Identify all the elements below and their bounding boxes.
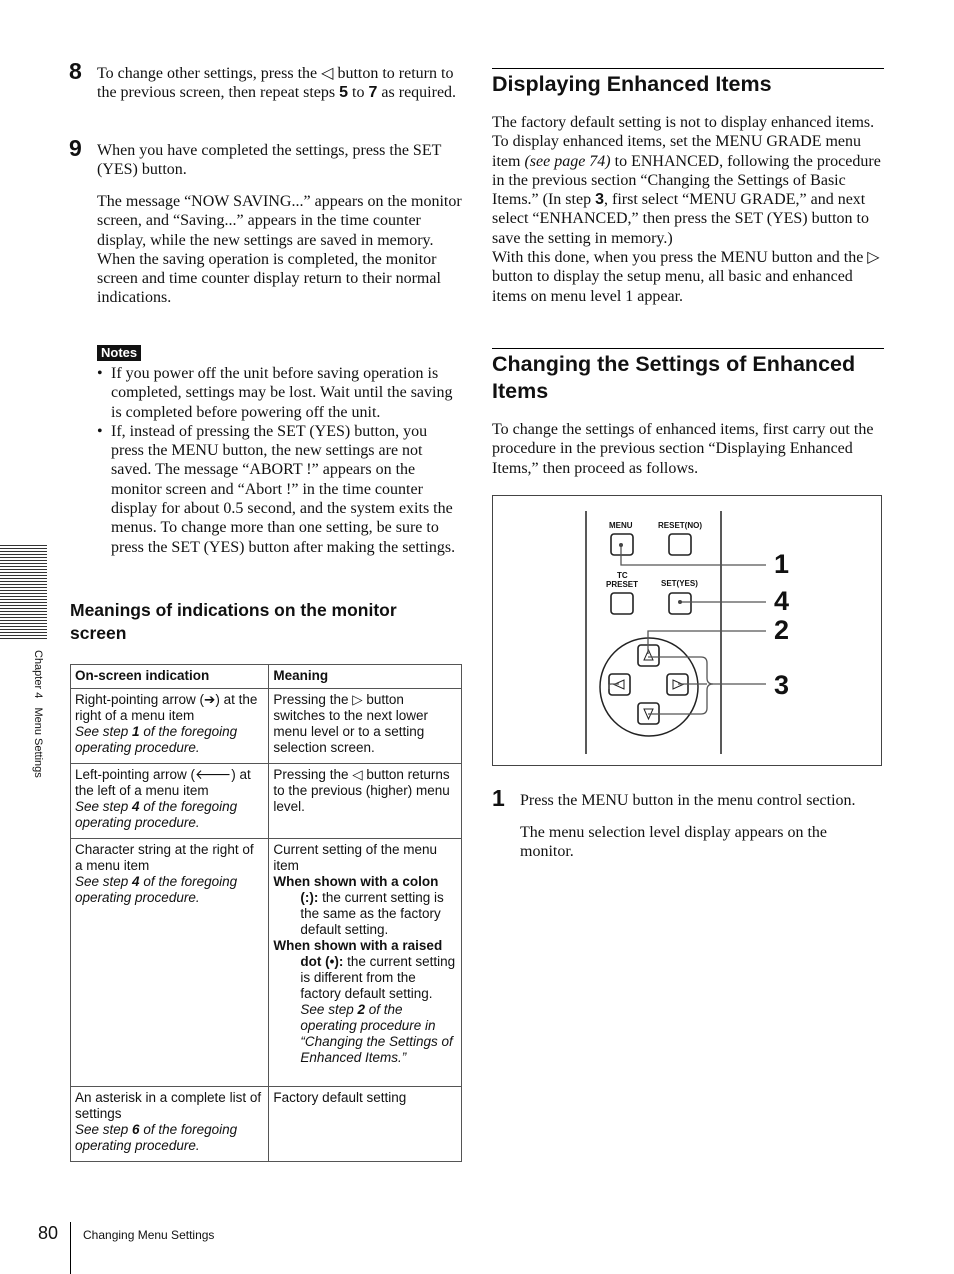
section-heading-changing: Changing the Settings of Enhanced Items xyxy=(492,352,856,403)
table-row xyxy=(71,839,462,1087)
para: To display enhanced items, set the MENU GRADE menu item (see page 74) to ENHANCED, following the procedure in the previous section “Changing the Settings of Basic Items.” (In step 3, first select “MENU GRADE,” and next select “ENHANCED,” then press the SET (YES) button to save the setting in memory.) xyxy=(492,133,881,247)
step-9-para-2: When the saving operation is completed, the monitor screen and time counter display return to their normal indications. xyxy=(97,250,441,307)
tc-preset-button xyxy=(611,593,633,614)
para: The factory default setting is not to display enhanced items. xyxy=(492,114,875,131)
step-1-text: Press the MENU button in the menu control section. xyxy=(520,792,856,809)
step-1-number: 1 xyxy=(492,785,505,811)
changing-intro: To change the settings of enhanced items, first carry out the procedure in the previous section “Displaying Enhanced Items,” then proceed as follows. xyxy=(492,421,874,477)
table-cell: Pressing the ▷ button switches to the next lower menu level or to a setting selection screen. xyxy=(269,689,462,764)
step-9-number: 9 xyxy=(69,135,82,161)
cell-ref: See step 6 of the foregoing operating procedure. xyxy=(75,1122,238,1153)
para: With this done, when you press the MENU button and the ▷ button to display the setup menu, all basic and enhanced items on menu level 1 appear. xyxy=(492,249,880,305)
menu-button-label: MENU xyxy=(609,521,633,530)
table-cell xyxy=(269,839,462,1087)
indications-table xyxy=(70,664,462,1162)
table-cell xyxy=(71,689,269,764)
table-header-row xyxy=(71,665,462,689)
notes-label: Notes xyxy=(97,345,141,361)
cell-text: Right-pointing arrow (➔) at the right of a menu item xyxy=(75,692,258,723)
dot-note: When shown with a raised dot (•): the current setting is different from the factory default setting. xyxy=(273,938,456,1001)
step-ref: 7 xyxy=(368,84,378,102)
footer-title: Changing Menu Settings xyxy=(83,1228,215,1242)
table-header: On-screen indication xyxy=(71,665,269,689)
step-9-text: When you have completed the settings, press the SET (YES) button. xyxy=(97,142,442,179)
step-8-post: as required. xyxy=(377,84,457,102)
table-row xyxy=(71,764,462,839)
preset-label: PRESET xyxy=(606,580,639,589)
cell-text: Current setting of the menu item xyxy=(273,842,438,873)
table-cell xyxy=(71,764,269,839)
callout-2: 2 xyxy=(774,615,790,645)
reset-button-label: RESET(NO) xyxy=(658,521,702,530)
table-cell xyxy=(71,1087,269,1162)
step-8-mid: to xyxy=(348,84,369,102)
tc-label: TC xyxy=(617,571,628,580)
table-row xyxy=(71,1087,462,1162)
table-cell xyxy=(71,839,269,1087)
section-heading-displaying: Displaying Enhanced Items xyxy=(492,72,772,96)
cell-text: Character string at the right of a menu item xyxy=(75,842,254,873)
step-ref: 5 xyxy=(339,84,349,102)
cell-ref: See step 4 of the foregoing operating procedure. xyxy=(75,799,238,830)
footer-rule xyxy=(70,1222,71,1274)
cell-text: Left-pointing arrow (🡐) at the left of a menu item xyxy=(75,767,251,798)
callout-1: 1 xyxy=(774,549,790,579)
page-number: 80 xyxy=(38,1223,59,1243)
displaying-body xyxy=(492,113,884,306)
chapter-thumb-tab xyxy=(0,545,47,640)
table-cell: Pressing the ◁ button returns to the previous (higher) menu level. xyxy=(269,764,462,839)
notes-list xyxy=(97,364,462,557)
note-item: • If, instead of pressing the SET (YES) button, you press the MENU button, the new settings are not saved. The message “ABORT !” appears on the monitor screen and “Abort !” in the time counter display for about 0.5 second, and the system exits the menus. To change more than one setting, be sure to press the SET (YES) button after making the settings. xyxy=(97,422,462,557)
cell-ref: See step 2 of the operating procedure in “Changing the Settings of Enhanced Items.” xyxy=(300,1002,453,1065)
callout-3: 3 xyxy=(774,670,790,700)
menu-control-figure xyxy=(492,495,882,766)
chapter-side-label: Chapter 4 Menu Settings xyxy=(32,650,44,778)
cell-ref: See step 1 of the foregoing operating procedure. xyxy=(75,724,238,755)
step-1-sub: The menu selection level display appears on the monitor. xyxy=(520,824,828,861)
cell-text: An asterisk in a complete list of settings xyxy=(75,1090,262,1121)
control-panel-diagram xyxy=(493,496,883,767)
reset-button xyxy=(669,534,691,555)
step-8-number: 8 xyxy=(69,58,82,84)
colon-note: When shown with a colon (:): the current setting is the same as the factory default setting. xyxy=(273,874,444,937)
step-8-pre: To change other settings, press the ◁ button to return to the previous screen, then repeat steps xyxy=(97,65,454,102)
callout-4: 4 xyxy=(774,586,790,616)
step-9-para-1: The message “NOW SAVING...” appears on the monitor screen, and “Saving...” appears in the time counter display, while the new settings are saved in memory. xyxy=(97,193,462,249)
heading-rule xyxy=(492,68,884,69)
step-8-text xyxy=(97,64,462,103)
step-9-para xyxy=(97,192,462,308)
cell-ref: See step 4 of the foregoing operating procedure. xyxy=(75,874,238,905)
set-button-label: SET(YES) xyxy=(661,579,698,588)
table-row xyxy=(71,689,462,764)
table-cell: Factory default setting xyxy=(269,1087,462,1162)
table-header: Meaning xyxy=(269,665,462,689)
section-heading-indications: Meanings of indications on the monitor screen xyxy=(70,600,397,643)
note-item: • If you power off the unit before saving operation is completed, settings may be lost. Wait until the saving is completed before powering off the unit. xyxy=(97,364,462,422)
heading-rule xyxy=(492,348,884,349)
